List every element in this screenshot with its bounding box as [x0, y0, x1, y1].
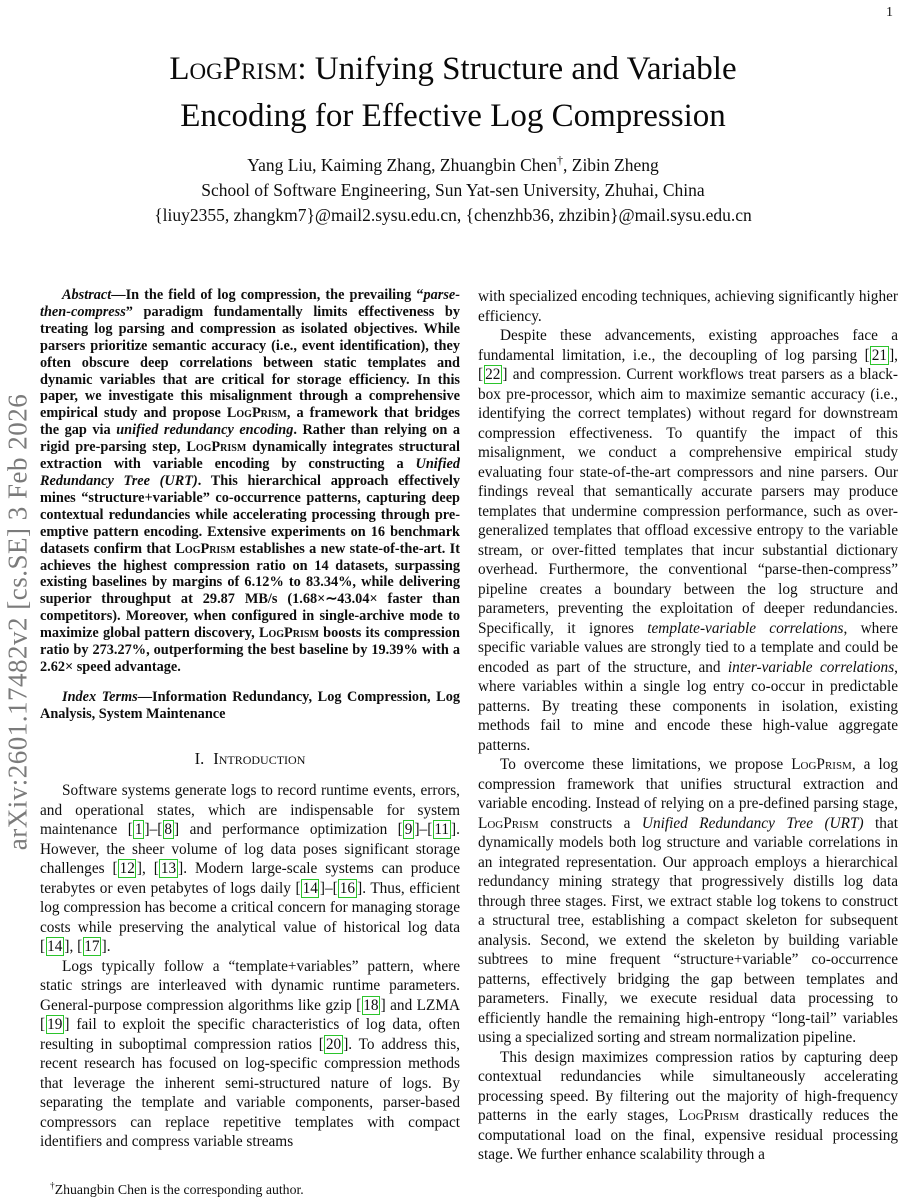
citation-link[interactable]: [ 14 ] [40, 938, 70, 956]
corresponding-author-footnote: †Zhuangbin Chen is the corresponding author. [50, 1181, 304, 1197]
intro-paragraph-1: Software systems generate logs to record runtime events, errors, and operational states, which are indispensable for system maintenance [ 1 ]–[ 8 ] and performance optimization [ 9 ]–[ 11 ]. However, the sheer volume of log data poses significant storage challenges [ 12 ], [ 13 ]. Modern large-scale systems can produce terabytes or even petabytes of logs daily [ 14 ]–[ 16 ]. Thus, efficient log compression has become a critical concern for managing storage costs while preserving the analytical value of historical log data [ 14 ], [ 17 ]. [40, 782, 460, 956]
intro-paragraph-2: Logs typically follow a “template+variables” pattern, where static strings are interleaved with dynamic runtime parameters. General-purpose compression algorithms like gzip [ 18 ] and LZMA [ 19 ] fail to exploit the specific characteristics of log data, often resulting in suboptimal compression ratios [ 20 ]. To address this, recent research has focused on log-specific compression methods that leverage the inherent semi-structured nature of logs. By separating the template and variable components, parser-based compressors can replace repetitive templates with compact identifiers and compress variable streams [40, 957, 460, 1151]
citation-link[interactable]: [ 12 ] [112, 860, 142, 878]
citation-link[interactable]: [ 16 ] [332, 879, 363, 897]
citation-link[interactable]: [ 1 ] [127, 821, 150, 839]
affiliation-line: School of Software Engineering, Sun Yat-sen University, Zhuhai, China [201, 180, 705, 200]
citation-link[interactable]: [ 18 ] [356, 996, 386, 1014]
emails-line: {liuy2355, zhangkm7}@mail2.sysu.edu.cn, {chenzhb36, zhzibin}@mail.sysu.edu.cn [154, 205, 752, 225]
paper-title-line2: Encoding for Effective Log Compression [180, 98, 726, 134]
citation-link[interactable]: [ 8 ] [157, 821, 180, 839]
citation-link[interactable]: [ 13 ] [153, 860, 184, 878]
citation-link[interactable]: [ 17 ] [77, 938, 107, 956]
two-column-body [40, 287, 898, 1200]
section-title: Introduction [213, 748, 306, 768]
page-number: 1 [886, 5, 893, 20]
intro-paragraph-5: To overcome these limitations, we propose LogPrism, a log compression framework that unifies structural extraction and variable encoding. Instead of relying on a pre-defined parsing stage, LogPrism constructs a Unified Redundancy Tree (URT) that dynamically models both log structure and variable correlations in an integrated representation. Our approach employs a hierarchical redundancy mining strategy that progressively distills log data through three stages. First, we extract stable log tokens to construct a structural tree, establishing a compact skeleton for subsequent analysis. Second, we extend the skeleton by building variable subtrees to mine frequent “structure+variable” co-occurrence patterns, effectively bridging the gap between templates and parameters. Finally, we execute residual data processing to efficiently handle the remaining high-entropy “long-tail” variables using a specialized sorting and stream normalization pipeline. [478, 756, 898, 1046]
intro-paragraph-4: Despite these advancements, existing approaches face a fundamental limitation, i.e., the decoupling of log parsing [ 21 ], [ 22 ] and compression. Current workflows treat parsers as a black-box pre-processor, which aim to maximize semantic accuracy (i.e., identifying the correct templates) without regard for downstream compression effectiveness. To quantify the impact of this misalignment, we conduct a comprehensive empirical study evaluating four state-of-the-art compressors and nine parsers. Our findings reveal that semantically accurate parsers may produce templates that undermine compression performance, such as over-generalized templates that offload excessive entropy to the variable stream, or over-fitted templates that incur substantial dictionary overhead. Furthermore, the conventional “parse-then-compress” pipeline creates a boundary between the log structure and parameters, preventing the exploitation of deeper redundancies. Specifically, it ignores template-variable correlations, where specific variable values are strongly tied to a template and could be encoded as part of the structure, and inter-variable correlations, where variables within a single log entry co-occur in predictable patterns. By treating these components in isolation, existing methods fail to mine and encode these high-value aggregate patterns. [478, 327, 898, 754]
citation-link[interactable]: [ 21 ] [864, 346, 895, 364]
paper-header [0, 0, 906, 228]
citation-link[interactable]: [ 19 ] [40, 1016, 70, 1034]
paper-title [0, 46, 906, 140]
citation-link[interactable]: [ 20 ] [318, 1035, 349, 1053]
abstract-paragraph: Abstract—In the field of log compression, the prevailing “parse-then-compress” paradigm fundamentally limits effectiveness by treating log parsing and compression as isolated objectives. While parsers prioritize semantic accuracy (i.e., event identification), they often obscure deep correlations between static templates and dynamic variables that are critical for storage efficiency. In this paper, we investigate this misalignment through a comprehensive empirical study and propose LogPrism, a framework that bridges the gap via unified redundancy encoding. Rather than relying on a rigid pre-parsing step, LogPrism dynamically integrates structural extraction with variable encoding by constructing a Unified Redundancy Tree (URT). This hierarchical approach effectively mines “structure+variable” co-occurrence patterns, capturing deep contextual redundancies while accelerating processing through pre-emptive pattern encoding. Extensive experiments on 16 benchmark datasets confirm that LogPrism establishes a new state-of-the-art. It achieves the highest compression ratio on 14 datasets, surpassing existing baselines by margins of 6.12% to 83.34%, while delivering superior throughput at 29.87 MB/s (1.68×∼43.04× faster than competitors). Moreover, when configured in single-archive mode to maximize global pattern discovery, LogPrism boosts its compression ratio by 273.27%, outperforming the best baseline by 19.39% with a 2.62× speed advantage. [40, 287, 460, 675]
intro-paragraph-3: with specialized encoding techniques, achieving significantly higher efficiency. [478, 288, 898, 325]
citation-link[interactable]: [ 22 ] [478, 366, 508, 383]
citation-link[interactable]: [ 11 ] [427, 821, 457, 839]
index-terms: Index Terms—Information Redundancy, Log Compression, Log Analysis, System Maintenance [40, 688, 460, 722]
right-column [478, 287, 898, 1200]
citation-link[interactable]: [ 14 ] [295, 879, 326, 897]
arxiv-watermark: arXiv:2601.17482v2 [cs.SE] 3 Feb 2026 [2, 393, 33, 851]
citation-link[interactable]: [ 9 ] [397, 821, 420, 839]
section-number: I. [194, 748, 205, 768]
paper-title-line1: LogPrism: Unifying Structure and Variable [169, 51, 737, 87]
authors-line: Yang Liu, Kaiming Zhang, Zhuangbin Chen†, Zibin Zheng [247, 153, 659, 175]
left-column [40, 287, 460, 1200]
section-heading-introduction [40, 749, 460, 769]
intro-paragraph-6: This design maximizes compression ratios by capturing deep contextual redundancies while simultaneously accelerating processing speed. By filtering out the majority of high-frequency patterns in the early stages, LogPrism drastically reduces the computational load on the final, expensive residual processing stage. We further enhance scalability through a [478, 1048, 898, 1163]
